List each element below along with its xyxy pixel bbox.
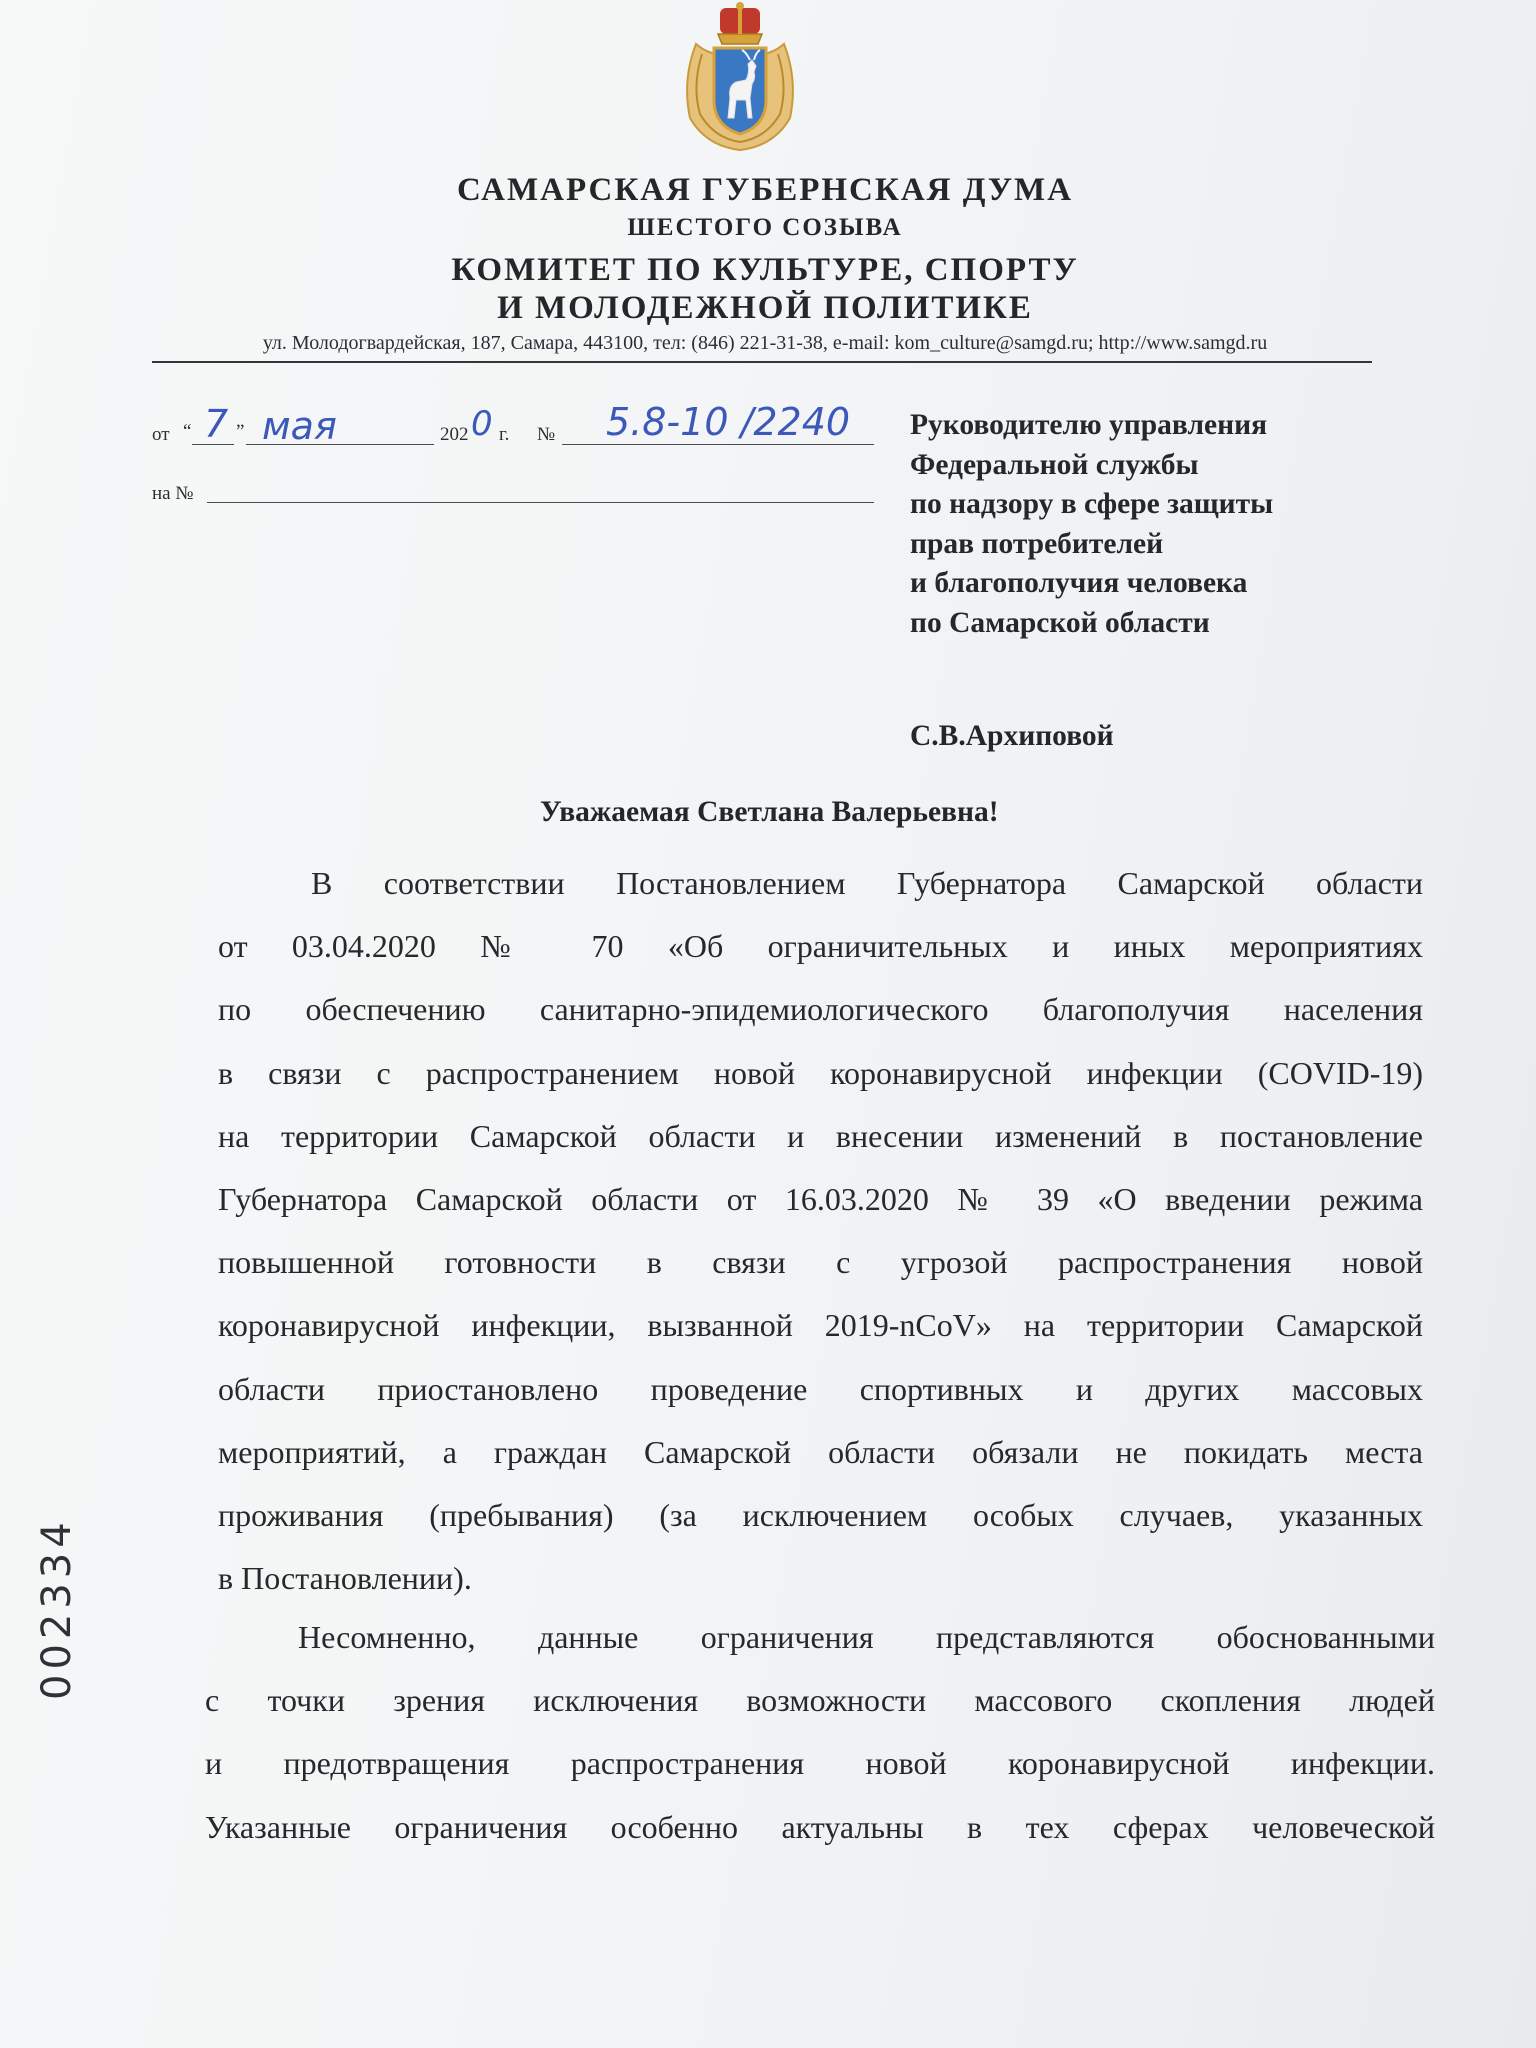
coat-of-arms-emblem (676, 0, 804, 152)
registration-stamp-number: 002334 (34, 1517, 80, 1700)
body-line: повышенной готовности в связи с угрозой распространения новой (218, 1244, 1423, 1281)
body-line: В соответствии Постановлением Губернатора Самарской области (311, 865, 1423, 901)
addressee-line: прав потребителей (910, 527, 1164, 560)
body-line: области приостановлено проведение спортивных и других массовых (218, 1370, 1423, 1407)
addressee-name: С.В.Архиповой (910, 720, 1114, 752)
year-suffix: г. (499, 424, 510, 445)
body-line: коронавирусной инфекции, вызванной 2019-nCoV» на территории Самарской (218, 1307, 1423, 1344)
year-prefix: 202 (440, 424, 469, 445)
number-label: № (537, 424, 556, 445)
body-line: и предотвращения распространения новой коронавирусной инфекции. (205, 1745, 1435, 1782)
addressee-line: Руководителю управления (910, 409, 1268, 441)
body-line: с точки зрения исключения возможности массового скопления людей (205, 1682, 1435, 1719)
date-day-handwritten: 7 (204, 402, 229, 446)
body-line: мероприятий, а граждан Самарской области обязали не покидать места (218, 1433, 1423, 1470)
addressee-line: по Самарской области (910, 606, 1210, 639)
addressee-block (910, 406, 1273, 643)
committee-title-line2: И МОЛОДЕЖНОЙ ПОЛИТИКЕ (497, 290, 1033, 326)
body-line: в связи с распространением новой коронавирусной инфекции (COVID-19) (218, 1054, 1423, 1091)
body-line: Указанные ограничения особенно актуальны в тех сферах человеческой (205, 1808, 1435, 1845)
year-handwritten: 0 (471, 404, 493, 444)
contact-address: ул. Молодогвардейская, 187, Самара, 443100, тел: (846) 221-31-38, e-mail: kom_culture@samgd.ru; http://www.samgd.ru (262, 332, 1268, 354)
body-paragraph-2 (205, 1606, 1435, 1859)
quote-close: ” (236, 421, 245, 442)
body-line: в Постановлении). (218, 1560, 472, 1597)
committee-title-line1: КОМИТЕТ ПО КУЛЬТУРЕ, СПОРТУ (451, 252, 1079, 288)
body-line: от 03.04.2020 № 70 «Об ограничительных и иных мероприятиях (218, 928, 1423, 965)
addressee-line: по надзору в сфере защиты (910, 488, 1274, 520)
duma-title: САМАРСКАЯ ГУБЕРНСКАЯ ДУМА (456, 172, 1074, 208)
body-line: проживания (пребывания) (за исключением особых случаев, указанных (218, 1497, 1423, 1534)
reply-to-label: на № (152, 483, 194, 504)
body-line: на территории Самарской области и внесении изменений в постановление (218, 1117, 1423, 1154)
header-divider (152, 361, 1372, 363)
body-line: Губернатора Самарской области от 16.03.2020 № 39 «О введении режима (218, 1181, 1423, 1218)
salutation: Уважаемая Светлана Валерьевна! (540, 796, 999, 828)
date-month-handwritten: мая (262, 404, 337, 448)
body-paragraph-1 (218, 852, 1423, 1610)
number-underline (562, 444, 874, 445)
body-line: Несомненно, данные ограничения представляются обоснованными (298, 1619, 1435, 1655)
convocation-title: ШЕСТОГО СОЗЫВА (627, 214, 903, 241)
outgoing-number-handwritten: 5.8-10 /2240 (606, 400, 851, 444)
reply-to-underline (207, 502, 874, 503)
addressee-line: и благополучия человека (910, 567, 1248, 599)
body-line: по обеспечению санитарно-эпидемиологического благополучия населения (218, 991, 1423, 1028)
from-label: от (152, 424, 170, 445)
quote-open: “ (183, 421, 192, 442)
addressee-line: Федеральной службы (910, 448, 1199, 481)
